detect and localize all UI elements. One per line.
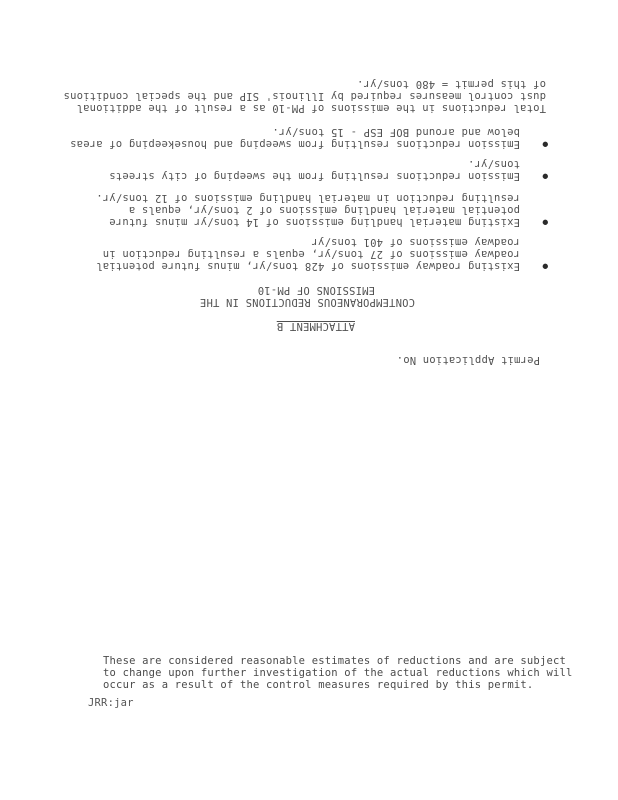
bullet-1-line-3: roadway emissions of 401 tons/yr <box>311 236 520 248</box>
bullet-marker: ● <box>542 261 548 271</box>
bullet-3-line-2: tons/yr. <box>467 158 520 170</box>
bullet-2-line-2: potential material handling emissions of 2 tons/yr, equals a <box>128 204 520 216</box>
bullet-marker: ● <box>542 217 548 227</box>
inverted-text-block <box>63 70 550 370</box>
bullet-1-line-1: Existing roadway emissions of 428 tons/yr, minus future potential <box>96 260 520 272</box>
attachment-title: ATTACHMENT B <box>276 320 355 332</box>
typist-initials: JRR:jar <box>88 697 134 709</box>
footnote-line-1: These are considered reasonable estimates of reductions and are subject <box>103 655 567 667</box>
bullet-4-line-2: below and around BOF ESP - 15 tons/yr. <box>272 126 520 138</box>
bullet-1-line-2: roadway emissions of 27 tons/yr, equals a resulting reduction in <box>102 248 520 260</box>
bullet-3-line-1: Emission reductions resulting from the sweeping of city streets <box>109 170 520 182</box>
section-title-line-2: EMISSIONS OF PM-10 <box>257 284 375 296</box>
total-reductions-line-1: Total reductions in the emissions of PM-10 as a result of the additional <box>76 102 546 114</box>
total-reductions-line-3: of this permit = 480 tons/yr. <box>356 78 546 90</box>
total-reductions-line-2: dust control measures required by Illinois' SIP and the special conditions <box>63 90 546 102</box>
bullet-2-line-3: resulting reduction in material handling emissions of 12 tons/yr. <box>96 192 520 204</box>
bullet-4-line-1: Emission reductions resulting from sweeping and housekeeping of areas <box>70 138 520 150</box>
footnote-line-2: to change upon further investigation of the actual reductions which will <box>103 667 573 679</box>
permit-application-line: Permit Application No. <box>390 354 540 366</box>
footnote-line-3: occur as a result of the control measures required by this permit. <box>103 679 534 691</box>
bullet-marker: ● <box>542 139 548 149</box>
bullet-marker: ● <box>542 171 548 181</box>
bullet-2-line-1: Existing material handling emissions of 14 tons/yr minus future <box>109 216 520 228</box>
section-title-line-1: CONTEMPORANEOUS REDUCTIONS IN THE <box>199 296 415 308</box>
